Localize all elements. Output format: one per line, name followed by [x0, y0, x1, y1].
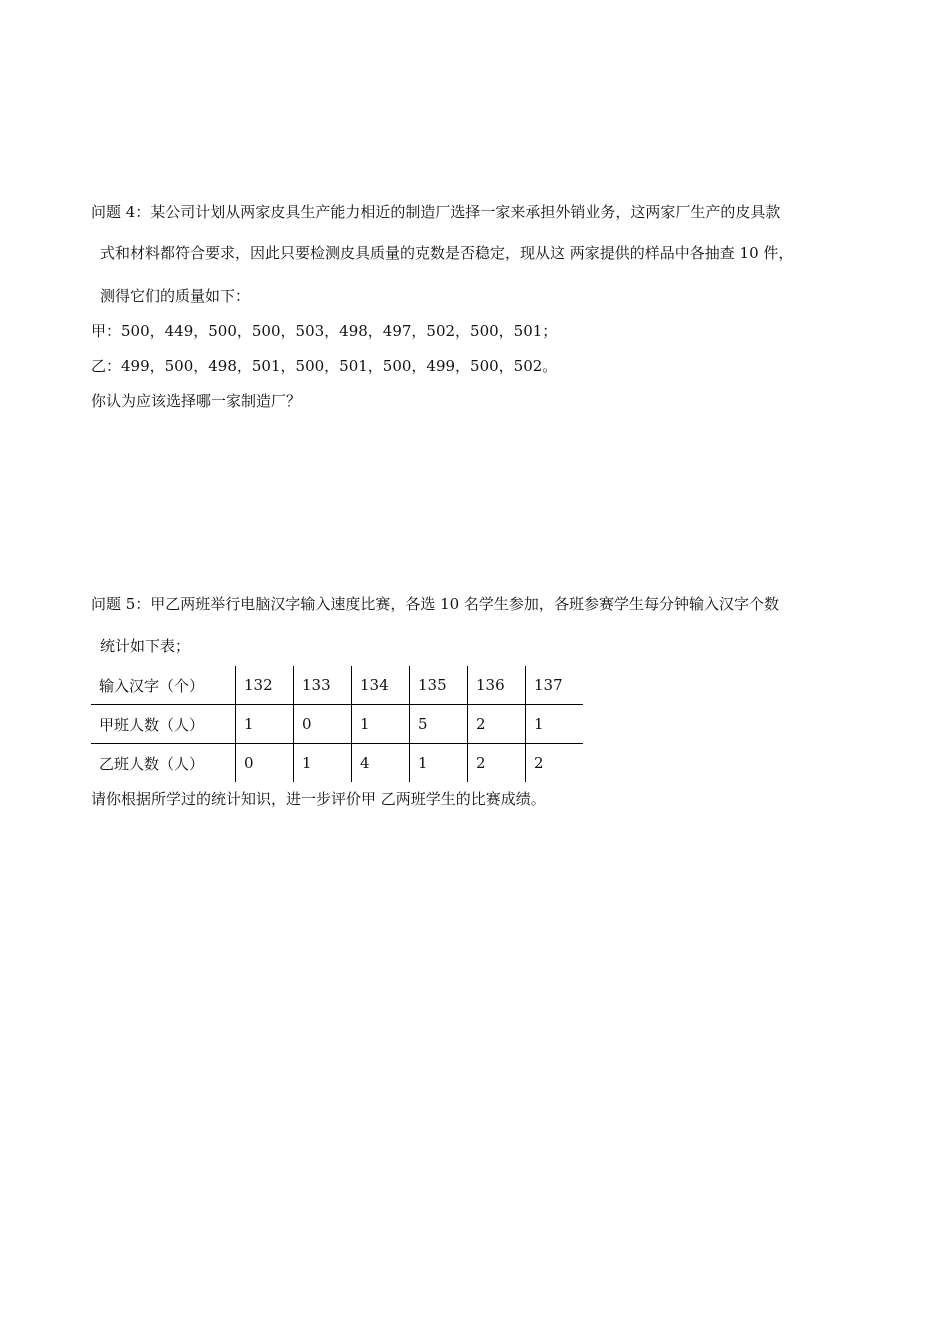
table-row [91, 666, 583, 705]
problem-4-line-3: 测得它们的质量如下： [100, 287, 251, 305]
yi-data-line: 乙：499，500，498，501，500，501，500，499，500，502。 [91, 357, 558, 375]
table-cell: 2 [468, 705, 526, 744]
table-cell: 4 [352, 744, 410, 783]
table-cell: 0 [236, 744, 294, 783]
problem-4-question: 你认为应该选择哪一家制造厂？ [91, 392, 302, 410]
table-cell: 132 [236, 666, 294, 705]
table-cell: 1 [294, 744, 352, 783]
problem-4-line-2: 式和材料都符合要求，因此只要检测皮具质量的克数是否稳定，现从这 两家提供的样品中各抽查 10 件， [100, 244, 794, 262]
row-header: 甲班人数（人） [91, 705, 236, 744]
table-cell: 1 [236, 705, 294, 744]
typing-speed-table [91, 666, 583, 782]
problem-5-line-2: 统计如下表； [100, 637, 191, 655]
problem-5-line-1: 问题 5：甲乙两班举行电脑汉字输入速度比赛，各选 10 名学生参加，各班参赛学生每分钟输入汉字个数 [91, 595, 779, 613]
table-row [91, 744, 583, 783]
row-header: 乙班人数（人） [99, 754, 205, 773]
table-cell: 137 [526, 666, 584, 705]
table-cell: 1 [352, 705, 410, 744]
table-cell: 2 [526, 744, 584, 783]
table-cell: 1 [410, 744, 468, 783]
problem-4-line-1: 问题 4：某公司计划从两家皮具生产能力相近的制造厂选择一家来承担外销业务，这两家厂生产的皮具款 [91, 203, 781, 221]
table-cell: 2 [468, 744, 526, 783]
table-cell: 0 [294, 705, 352, 744]
problem-5-question: 请你根据所学过的统计知识，进一步评价甲 乙两班学生的比赛成绩。 [91, 790, 546, 808]
table-row [91, 705, 583, 744]
jia-data-line: 甲：500，449，500，500，503，498，497，502，500，501； [91, 322, 558, 340]
table-cell: 134 [352, 666, 410, 705]
table-cell: 5 [410, 705, 468, 744]
table-cell: 135 [410, 666, 468, 705]
row-header: 输入汉字（个） [91, 666, 236, 705]
table-cell: 1 [526, 705, 584, 744]
table-cell: 133 [294, 666, 352, 705]
table-cell: 136 [468, 666, 526, 705]
